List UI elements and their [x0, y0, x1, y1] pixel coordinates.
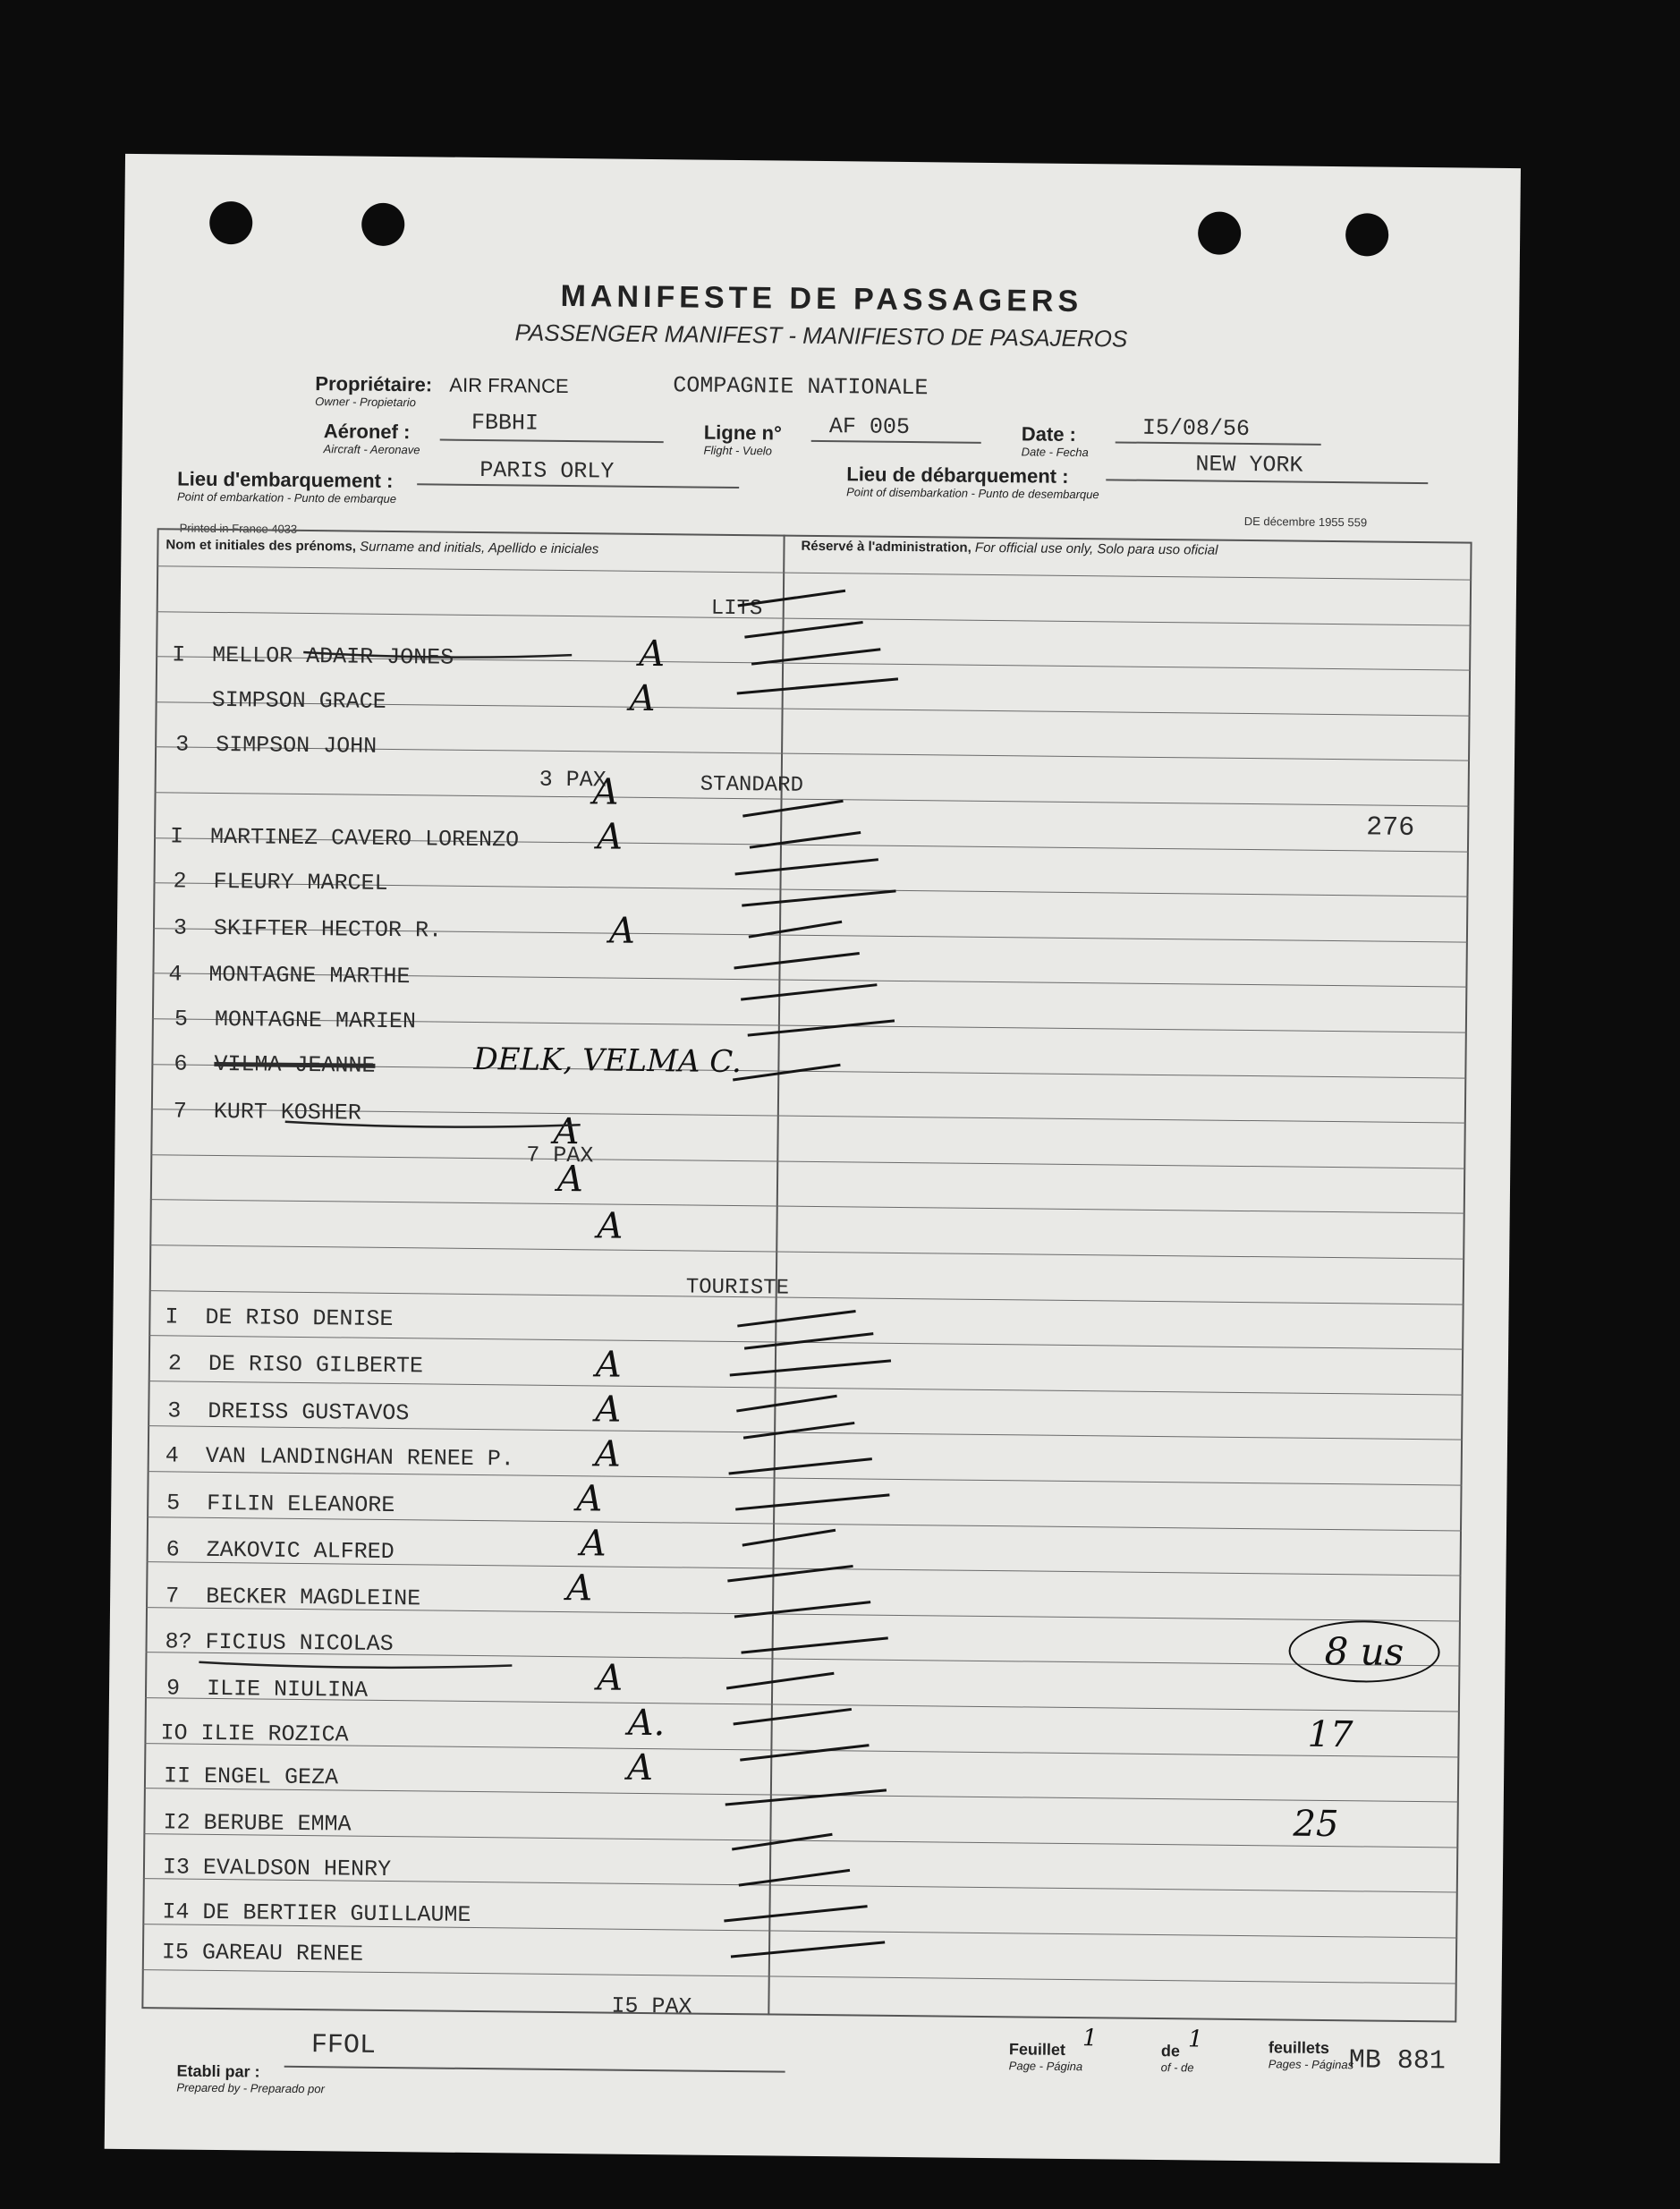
- printed-note: Printed in France 4033: [179, 521, 298, 536]
- check-stroke: [742, 1529, 836, 1546]
- handwritten-a-mark: A: [597, 1205, 624, 1247]
- sheets-label: feuillets Pages - Páginas: [1268, 2038, 1354, 2072]
- check-stroke: [735, 858, 878, 876]
- prepared-value: FFOL: [310, 2030, 377, 2061]
- passenger-row: I4 DE BERTIER GUILLAUME: [162, 1899, 471, 1928]
- passenger-row: 5 FILIN ELEANORE: [166, 1490, 395, 1519]
- handwritten-a-mark: A: [576, 1478, 603, 1520]
- handwritten-a-mark: A: [596, 816, 624, 858]
- handwritten-underline: [303, 652, 572, 658]
- check-stroke: [742, 1636, 888, 1654]
- section-title-standard: STANDARD: [700, 772, 804, 798]
- embark-value: PARIS ORLY: [479, 457, 615, 485]
- handwritten-a-mark: A: [626, 1746, 654, 1789]
- form-ref: DE décembre 1955 559: [1243, 514, 1368, 530]
- disembark-label: Lieu de débarquement : Point of disembarkation - Punto de desembarque: [846, 463, 1099, 502]
- passenger-row: 5 MONTAGNE MARIEN: [174, 1006, 417, 1035]
- passenger-row: IO ILIE ROZICA: [160, 1720, 349, 1748]
- passenger-row: 2 FLEURY MARCEL: [173, 868, 388, 896]
- handwritten-a-mark: A: [608, 910, 636, 952]
- handwritten-underline: [199, 1662, 512, 1669]
- aircraft-value: FBBHI: [471, 409, 539, 437]
- passenger-row: 7 KURT KOSHER: [173, 1098, 362, 1126]
- check-stroke: [725, 1788, 887, 1806]
- sheet-label: Feuillet Page - Página: [1008, 2040, 1083, 2074]
- sheet-value: 1: [1082, 2025, 1098, 2052]
- owner-label: Propriétaire: Owner - Propietario: [315, 372, 433, 410]
- handwritten-underline: [285, 1122, 581, 1128]
- owner-value: AIR FRANCE: [449, 373, 569, 398]
- passenger-row: I2 BERUBE EMMA: [163, 1809, 352, 1838]
- check-stroke: [735, 1493, 889, 1511]
- check-stroke: [733, 1064, 840, 1081]
- handwritten-a-mark: A: [592, 771, 619, 813]
- passenger-row: I MARTINEZ CAVERO LORENZO: [169, 823, 520, 854]
- of-value: 1: [1187, 2026, 1203, 2053]
- passenger-row: 3 DREISS GUSTAVOS: [167, 1398, 410, 1427]
- page-subtitle: PASSENGER MANIFEST - MANIFIESTO DE PASAJEROS: [514, 319, 1128, 353]
- admin-count-b: 25: [1293, 1803, 1339, 1846]
- check-stroke: [729, 1457, 872, 1475]
- check-stroke: [750, 831, 861, 848]
- manifest-sheet: [105, 154, 1521, 2163]
- handwritten-a-mark: A: [638, 633, 666, 675]
- handwritten-a-mark: A: [580, 1523, 607, 1565]
- section-title-touriste: TOURISTE: [685, 1275, 790, 1301]
- company-name: COMPAGNIE NATIONALE: [673, 372, 929, 402]
- flight-label: Ligne n° Flight - Vuelo: [703, 421, 782, 458]
- handwritten-correction: DELK, VELMA C.: [473, 1041, 742, 1081]
- handwritten-a-mark: A.: [627, 1702, 666, 1745]
- handwritten-a-mark: A: [594, 1433, 621, 1475]
- section-total: 7 PAX: [526, 1142, 594, 1169]
- check-stroke: [743, 1422, 854, 1439]
- check-stroke: [751, 648, 880, 666]
- flight-value: AF 005: [828, 413, 911, 441]
- prepared-label: Etabli par : Prepared by - Preparado por: [176, 2061, 325, 2096]
- check-stroke: [736, 1395, 836, 1412]
- admin-count-a: 17: [1307, 1713, 1353, 1756]
- admin-number: 276: [1366, 812, 1415, 844]
- date-label: Date : Date - Fecha: [1021, 422, 1089, 460]
- passenger-row: II ENGEL GEZA: [163, 1763, 339, 1791]
- check-stroke: [741, 983, 877, 1001]
- check-stroke: [737, 677, 898, 695]
- check-stroke: [744, 1332, 873, 1350]
- check-stroke: [744, 621, 862, 638]
- passenger-row: 6 ZAKOVIC ALFRED: [165, 1536, 395, 1566]
- passenger-row: 9 ILIE NIULINA: [165, 1675, 369, 1703]
- of-label: de of - de: [1160, 2042, 1194, 2075]
- struck-name: VAN LANDINGHAN RENEE P.: [205, 1442, 515, 1473]
- section-total: I5 PAX: [611, 1992, 692, 2020]
- check-stroke: [732, 1833, 832, 1850]
- check-stroke: [726, 1672, 834, 1689]
- check-stroke: [724, 1905, 867, 1923]
- section-title-lits: LITS: [710, 596, 763, 622]
- passenger-row: I MELLOR ADAIR JONES: [172, 641, 454, 671]
- check-stroke: [734, 952, 860, 969]
- check-stroke: [742, 800, 843, 817]
- passenger-row: 6 VILMA JEANNE: [174, 1050, 376, 1079]
- disembark-value: NEW YORK: [1195, 451, 1303, 479]
- passenger-row: 3 SIMPSON JOHN: [174, 731, 378, 760]
- passenger-row: I5 GAREAU RENEE: [161, 1939, 364, 1967]
- check-stroke: [734, 1708, 852, 1725]
- passenger-row: I DE RISO DENISE: [165, 1304, 394, 1333]
- handwritten-a-mark: A: [596, 1657, 624, 1699]
- passenger-row: 4 VAN LANDINGHAN RENEE P.: [165, 1442, 515, 1473]
- passenger-row: 8? FICIUS NICOLAS: [165, 1628, 394, 1658]
- document-number: MB 881: [1348, 2045, 1447, 2077]
- admin-circled-count: 8 us: [1288, 1620, 1439, 1684]
- passenger-row: 2 DE RISO GILBERTE: [167, 1350, 424, 1380]
- handwritten-a-mark: A: [556, 1158, 584, 1201]
- check-stroke: [738, 590, 845, 607]
- check-stroke: [749, 921, 842, 938]
- check-stroke: [748, 1019, 895, 1037]
- handwritten-a-mark: A: [595, 1344, 623, 1386]
- check-stroke: [731, 1941, 885, 1958]
- section-total: 3 PAX: [539, 766, 607, 794]
- check-stroke: [739, 1869, 850, 1886]
- embark-label: Lieu d'embarquement : Point of embarkation - Punto de embarque: [176, 467, 397, 506]
- handwritten-a-mark: A: [553, 1110, 580, 1153]
- date-value: I5/08/56: [1141, 414, 1251, 443]
- passenger-row: SIMPSON GRACE: [211, 686, 386, 715]
- check-stroke: [727, 1565, 853, 1582]
- handwritten-a-mark: A: [566, 1568, 593, 1610]
- handwritten-a-mark: A: [595, 1389, 622, 1431]
- check-stroke: [737, 1310, 855, 1327]
- passenger-row: 3 SKIFTER HECTOR R.: [173, 914, 443, 944]
- check-stroke: [740, 1744, 869, 1762]
- handwritten-a-mark: A: [629, 677, 656, 720]
- passenger-row: 4 MONTAGNE MARTHE: [168, 961, 411, 990]
- passenger-row: 7 BECKER MAGDLEINE: [165, 1583, 421, 1612]
- col-names-header: Nom et initiales des prénoms, Surname and initials, Apellido e iniciales: [165, 537, 599, 557]
- col-admin-header: Réservé à l'administration, For official use only, Solo para uso oficial: [801, 538, 1218, 558]
- aircraft-label: Aéronef : Aircraft - Aeronave: [323, 420, 420, 457]
- check-stroke: [730, 1359, 891, 1377]
- page-title: MANIFESTE DE PASSAGERS: [560, 278, 1083, 319]
- handwritten-strokes: [105, 154, 1521, 2163]
- passenger-row: I3 EVALDSON HENRY: [162, 1854, 392, 1883]
- check-stroke: [742, 889, 895, 907]
- check-stroke: [734, 1601, 870, 1619]
